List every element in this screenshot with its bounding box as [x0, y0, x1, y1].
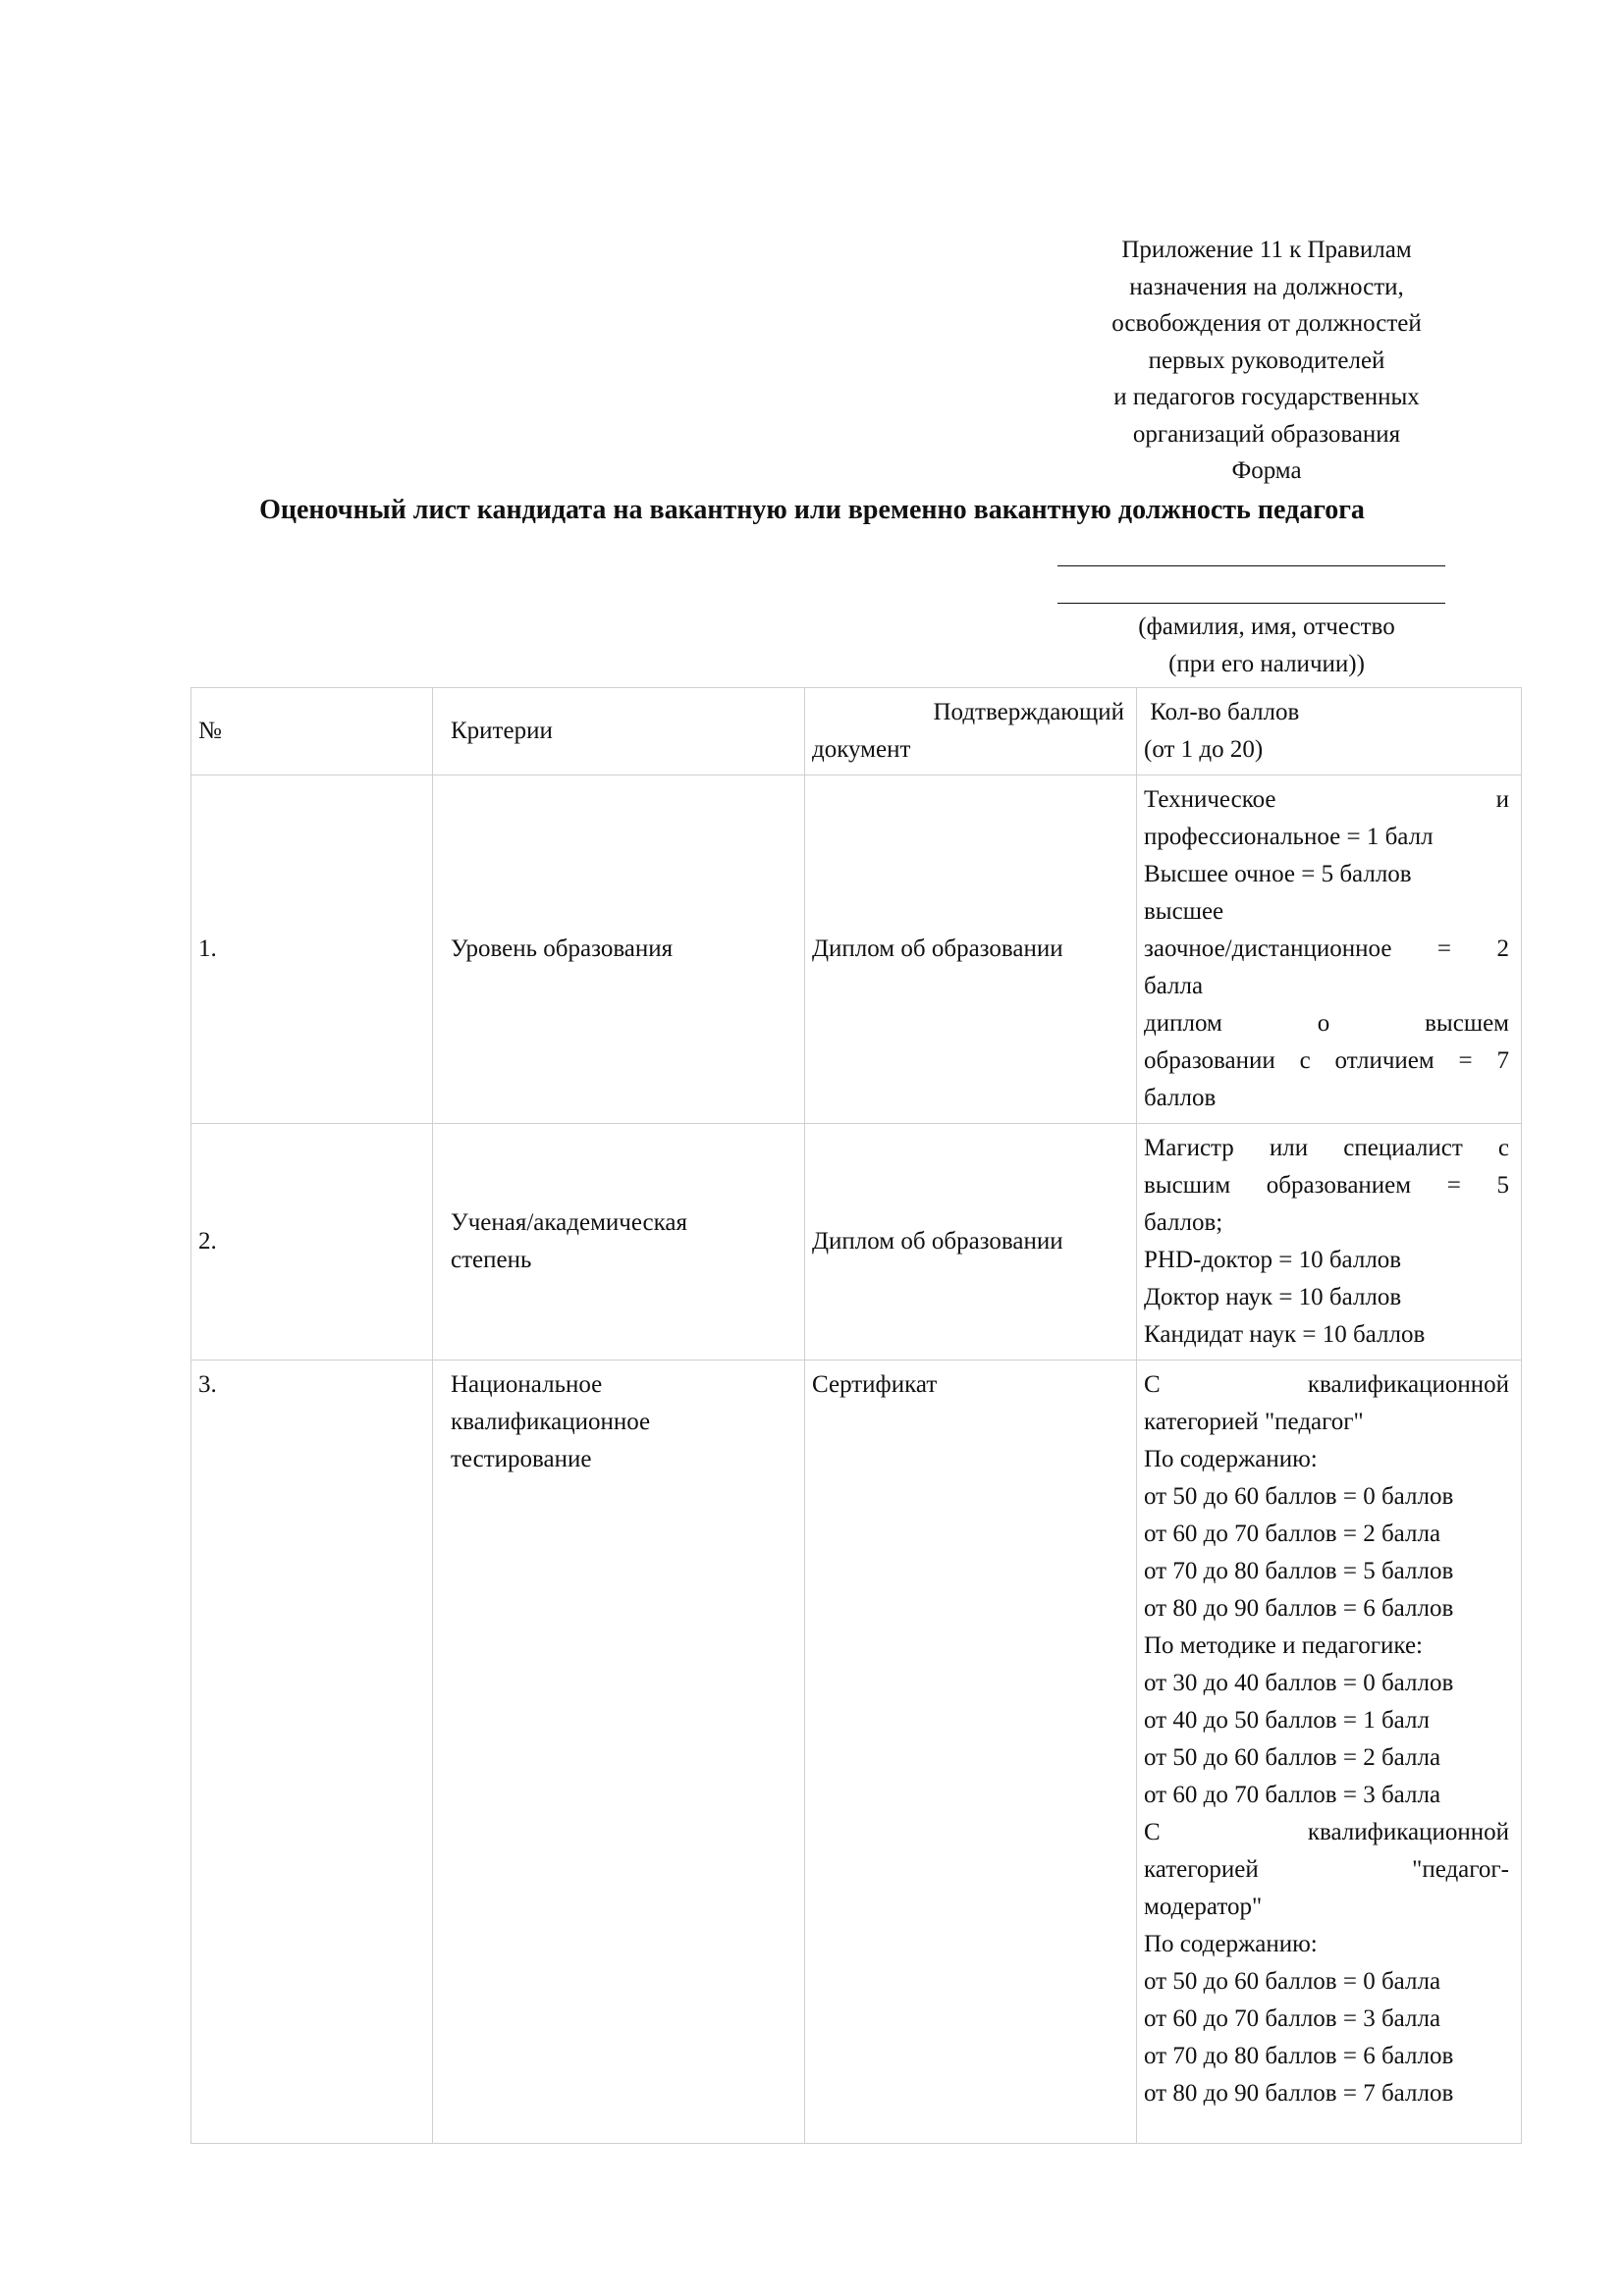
- points-line: от 80 до 90 баллов = 6 баллов: [1144, 1595, 1454, 1622]
- row-number: 2.: [191, 1124, 433, 1361]
- points-line: от 30 до 40 баллов = 0 баллов: [1144, 1670, 1454, 1696]
- table-row: [191, 1361, 1522, 2144]
- points-line: модератор": [1144, 1894, 1263, 1920]
- header-document-line: документ: [812, 736, 911, 763]
- row-criterion: [433, 1124, 805, 1361]
- row-document: Сертификат: [805, 1361, 1137, 2144]
- row-document: Диплом об образовании: [805, 1124, 1137, 1361]
- points-line: профессиональное = 1 балл: [1144, 824, 1434, 850]
- signature-caption: [1031, 609, 1502, 683]
- points-line: По содержанию:: [1144, 1931, 1318, 1957]
- signature-line: [1057, 603, 1445, 604]
- points-line: от 50 до 60 баллов = 0 балла: [1144, 1968, 1441, 1995]
- signature-caption-line: (фамилия, имя, отчество: [1138, 614, 1395, 640]
- row-criterion: Уровень образования: [433, 775, 805, 1124]
- row-number: 3.: [191, 1361, 433, 2144]
- points-line: заочное/дистанционное = 2: [1144, 935, 1509, 962]
- points-line: Кандидат наук = 10 баллов: [1144, 1321, 1426, 1348]
- criterion-line: тестирование: [451, 1446, 592, 1472]
- criterion-line: Ученая/академическая: [451, 1209, 688, 1236]
- points-line: образовании с отличием = 7: [1144, 1047, 1509, 1074]
- table-header-row: [191, 688, 1522, 775]
- evaluation-table: [190, 687, 1522, 2144]
- appendix-line: освобождения от должностей: [1111, 310, 1422, 337]
- points-line: PHD-доктор = 10 баллов: [1144, 1247, 1402, 1273]
- points-line: Магистр или специалист с: [1144, 1135, 1509, 1161]
- points-line: баллов: [1144, 1085, 1217, 1111]
- table-row: [191, 775, 1522, 1124]
- header-points-line: Кол-во баллов: [1144, 699, 1300, 725]
- form-label: Форма: [1231, 457, 1302, 484]
- header-criteria: Критерии: [433, 688, 805, 775]
- row-number: 1.: [191, 775, 433, 1124]
- points-line: от 60 до 70 баллов = 3 балла: [1144, 1782, 1441, 1808]
- points-line: С квалификационной: [1144, 1371, 1509, 1398]
- criterion-line: степень: [451, 1247, 532, 1273]
- appendix-line: Приложение 11 к Правилам: [1121, 237, 1412, 263]
- header-points-line: (от 1 до 20): [1144, 736, 1264, 763]
- appendix-reference: [1031, 232, 1502, 453]
- header-document-line: Подтверждающий: [933, 699, 1124, 725]
- header-number: №: [191, 688, 433, 775]
- points-line: от 40 до 50 баллов = 1 балл: [1144, 1707, 1430, 1734]
- points-line: от 80 до 90 баллов = 7 баллов: [1144, 2080, 1454, 2107]
- row-points: [1137, 775, 1522, 1124]
- points-line: По содержанию:: [1144, 1446, 1318, 1472]
- appendix-line: назначения на должности,: [1129, 273, 1404, 300]
- points-line: С квалификационной: [1144, 1819, 1509, 1845]
- points-line: Доктор наук = 10 баллов: [1144, 1284, 1402, 1310]
- points-line: от 60 до 70 баллов = 3 балла: [1144, 2005, 1441, 2032]
- criterion-line: Национальное: [451, 1371, 603, 1398]
- header-points: [1137, 688, 1522, 775]
- points-line: от 50 до 60 баллов = 2 балла: [1144, 1744, 1441, 1771]
- row-document: Диплом об образовании: [805, 775, 1137, 1124]
- points-line: категорией "педагог-: [1144, 1856, 1509, 1883]
- row-points: [1137, 1124, 1522, 1361]
- points-line: от 70 до 80 баллов = 5 баллов: [1144, 1558, 1454, 1584]
- row-points: [1137, 1361, 1522, 2144]
- signature-caption-line: (при его наличии)): [1168, 651, 1365, 677]
- points-line: категорией "педагог": [1144, 1409, 1364, 1435]
- criterion-line: квалификационное: [451, 1409, 651, 1435]
- points-line: По методике и педагогике:: [1144, 1632, 1423, 1659]
- points-line: диплом о высшем: [1144, 1010, 1509, 1037]
- signature-line: [1057, 565, 1445, 566]
- points-line: Техническое и: [1144, 786, 1509, 813]
- points-line: от 50 до 60 баллов = 0 баллов: [1144, 1483, 1454, 1510]
- document-title: Оценочный лист кандидата на вакантную или временно вакантную должность педагога: [259, 495, 1365, 525]
- points-line: высшим образованием = 5: [1144, 1172, 1509, 1199]
- points-line: баллов;: [1144, 1209, 1223, 1236]
- row-criterion: [433, 1361, 805, 2144]
- points-line: балла: [1144, 973, 1204, 999]
- appendix-line: первых руководителей: [1148, 347, 1385, 374]
- header-document: [805, 688, 1137, 775]
- points-line: от 70 до 80 баллов = 6 баллов: [1144, 2043, 1454, 2069]
- points-line: от 60 до 70 баллов = 2 балла: [1144, 1521, 1441, 1547]
- appendix-line: и педагогов государственных: [1113, 384, 1420, 410]
- appendix-line: организаций образования: [1132, 420, 1401, 448]
- points-line: высшее: [1144, 898, 1224, 925]
- table-row: [191, 1124, 1522, 1361]
- points-line: Высшее очное = 5 баллов: [1144, 861, 1412, 887]
